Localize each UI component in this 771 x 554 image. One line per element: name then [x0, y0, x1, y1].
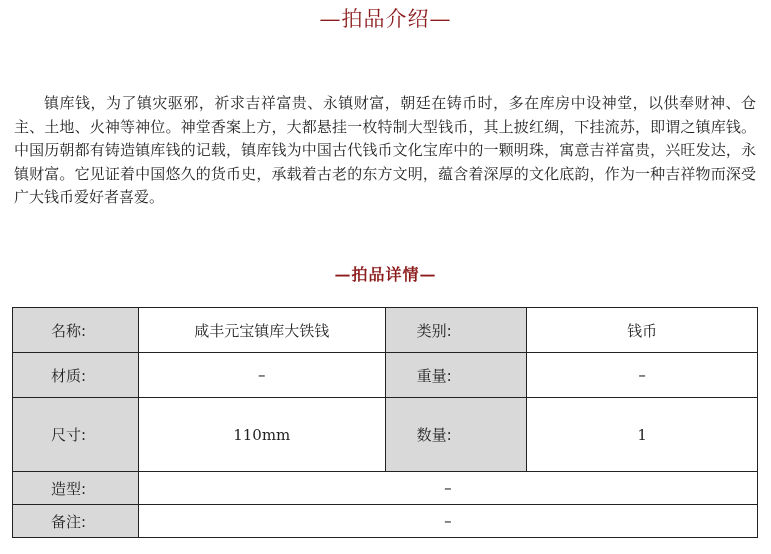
value-material: –: [138, 353, 385, 398]
value-category: 钱币: [527, 308, 758, 353]
label-notes: 备注:: [13, 505, 139, 538]
detail-section-title: —拍品详情—: [334, 265, 437, 284]
intro-paragraph: 镇库钱，为了镇灾驱邪，祈求吉祥富贵、永镇财富，朝廷在铸币时，多在库房中设神堂，以供奉财神、仓主、土地、火神等神位。神堂香案上方，大都悬挂一枚特制大型钱币，其上披红绸，下挂流苏，即谓之镇库钱。中国历朝都有铸造镇库钱的记载，镇库钱为中国古代钱币文化宝库中的一颗明珠，寓意吉祥富贵，兴旺发达，永镇财富。它见证着中国悠久的货币史，承载着古老的东方文明，蕴含着深厚的文化底韵，作为一种吉祥物而深受广大钱币爱好者喜爱。: [14, 94, 756, 207]
label-category: 类别:: [385, 308, 527, 353]
label-size: 尺寸:: [13, 398, 139, 472]
label-quantity: 数量:: [385, 398, 527, 472]
label-weight: 重量:: [385, 353, 527, 398]
value-name: 咸丰元宝镇库大铁钱: [138, 308, 385, 353]
label-material: 材质:: [13, 353, 139, 398]
table-row-shape: [13, 472, 758, 505]
value-shape: –: [138, 472, 757, 505]
value-weight: –: [527, 353, 758, 398]
detail-table: [12, 307, 758, 538]
label-name: 名称:: [13, 308, 139, 353]
intro-section-title: —拍品介绍—: [319, 7, 452, 31]
label-shape: 造型:: [13, 472, 139, 505]
value-size: 110mm: [138, 398, 385, 472]
value-quantity: 1: [527, 398, 758, 472]
table-row-notes: [13, 505, 758, 538]
table-row-size: [13, 398, 758, 472]
table-row-name: [13, 308, 758, 353]
table-row-material: [13, 353, 758, 398]
value-notes: –: [138, 505, 757, 538]
